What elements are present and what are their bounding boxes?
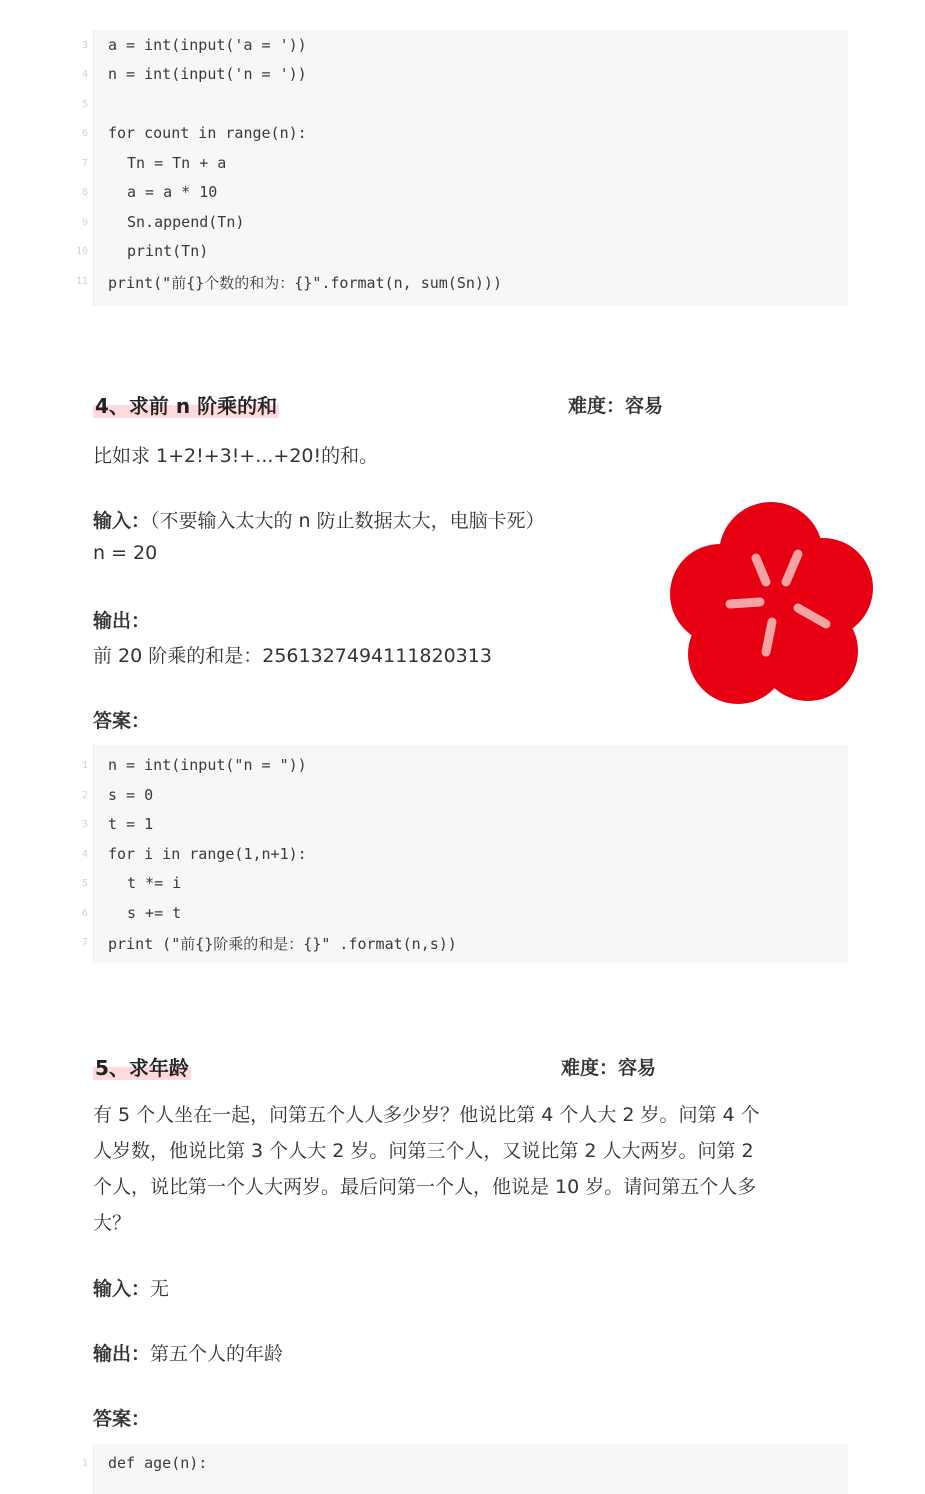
line-number: 9: [81, 217, 88, 228]
code-text: print(Tn): [127, 242, 209, 260]
code-line: [75, 238, 848, 267]
code-text: def age(n):: [108, 1454, 208, 1472]
question-4-description: 比如求 1+2!+3!+...+20!的和。: [93, 445, 379, 467]
question-4-title: [93, 390, 279, 419]
line-number: 3: [81, 40, 88, 51]
line-number: 8: [81, 187, 88, 198]
question-5-output-row: [93, 1339, 283, 1366]
question-5-title-text: 5、求年龄: [95, 1056, 189, 1080]
question-4-difficulty: 难度：容易: [568, 395, 664, 417]
question-5-difficulty: 难度：容易: [561, 1057, 657, 1079]
input-label: 输入：: [93, 1278, 151, 1300]
code-line: [81, 929, 848, 958]
code-text: t *= i: [127, 874, 182, 892]
line-number: 6: [81, 128, 88, 139]
question-5-title: [93, 1052, 191, 1081]
code-line: [81, 150, 848, 179]
code-line: [81, 32, 848, 61]
code-text: n = int(input('n = ')): [108, 65, 307, 83]
code-text: t = 1: [108, 815, 154, 833]
code-text: print("前{}个数的和为：{}".format(n, sum(Sn))): [108, 274, 502, 292]
code-text: print ("前{}阶乘的和是：{}" .format(n,s)): [108, 935, 457, 953]
line-number: 7: [81, 937, 88, 948]
line-number: 4: [81, 849, 88, 860]
code-text: Tn = Tn + a: [127, 154, 227, 172]
code-line: [81, 841, 848, 870]
code-line: [81, 179, 848, 208]
code-text: n = int(input("n = ")): [108, 756, 307, 774]
line-number: 6: [81, 908, 88, 919]
line-number: 4: [81, 69, 88, 80]
code-line: [81, 870, 848, 899]
line-number: 7: [81, 158, 88, 169]
question-4-title-text: 4、求前 n 阶乘的和: [95, 394, 278, 418]
code-line: [81, 1450, 848, 1479]
line-number: 5: [81, 99, 88, 110]
question-5-input-row: [93, 1274, 169, 1301]
line-number: 2: [81, 790, 88, 801]
code-line: [81, 61, 848, 90]
input-label: 输入：: [93, 510, 151, 532]
description-line: 人岁数，他说比第 3 个人大 2 岁。问第三个人，又说比第 2 人大两岁。问第 2: [93, 1140, 754, 1162]
input-note: （不要输入太大的 n 防止数据太大，电脑卡死）: [150, 510, 545, 532]
code-line: [81, 120, 848, 149]
question-4-answer-label: 答案：: [93, 710, 151, 732]
line-number: 5: [81, 878, 88, 889]
input-value: 无: [150, 1278, 170, 1300]
question-5-description: [93, 1097, 838, 1241]
code-text: a = a * 10: [127, 183, 218, 201]
line-number: 1: [81, 1458, 88, 1469]
question-5-answer-label: 答案：: [93, 1408, 151, 1430]
code-line: [75, 268, 848, 297]
code-line: [81, 811, 848, 840]
question-4-output-value: 前 20 阶乘的和是：2561327494111820313: [93, 645, 492, 667]
code-block-sum-series: [75, 30, 848, 306]
description-line: 个人，说比第一个人大两岁。最后问第一个人，他说是 10 岁。请问第五个人多: [93, 1176, 757, 1198]
question-4-input-row: [93, 506, 545, 533]
output-label: 输出：: [93, 1343, 151, 1365]
line-number: 10: [75, 246, 88, 257]
line-number: 11: [75, 276, 88, 287]
plum-blossom-icon: [668, 496, 874, 706]
code-text: a = int(input('a = ')): [108, 36, 307, 54]
code-text: s += t: [127, 904, 182, 922]
description-line: 有 5 个人坐在一起，问第五个人人多少岁？他说比第 4 个人大 2 岁。问第 4 个: [93, 1104, 760, 1126]
code-line: [81, 900, 848, 929]
code-line: [81, 782, 848, 811]
line-number: 3: [81, 819, 88, 830]
code-text: s = 0: [108, 786, 154, 804]
code-block-factorial-sum: [81, 745, 848, 963]
code-line: [81, 91, 848, 120]
code-line: [81, 752, 848, 781]
output-value: 第五个人的年龄: [150, 1343, 284, 1365]
description-line: 大？: [93, 1212, 132, 1234]
code-text: for count in range(n):: [108, 124, 307, 142]
question-4-output-label: 输出：: [93, 610, 151, 632]
code-line: [81, 209, 848, 238]
line-number: 1: [81, 760, 88, 771]
code-block-age: [81, 1444, 848, 1494]
question-4-input-value: n = 20: [93, 542, 158, 564]
code-text: Sn.append(Tn): [127, 213, 245, 231]
code-text: for i in range(1,n+1):: [108, 845, 307, 863]
